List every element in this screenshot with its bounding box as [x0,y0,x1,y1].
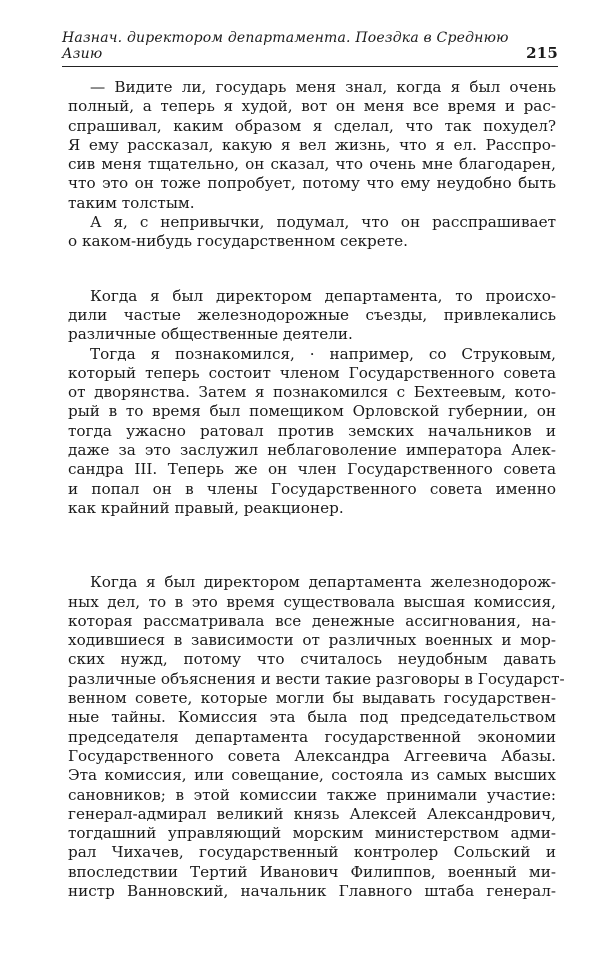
paragraph [68,287,556,345]
text-line: Когда я был директором департамента железнодорож- [90,573,556,592]
text-line: председателя департамента государственной экономии [68,727,556,746]
paragraph [68,213,556,252]
text-line: различные объяснения и вести такие разговоры в Государст- [68,669,565,688]
text-line: ходившиеся в зависимости от различных военных и мор- [68,631,556,650]
text-line: нистр Ванновский, начальник Главного штаба генерал- [68,881,556,900]
text-line: сановников; в этой комиссии также принимали участие: [68,785,556,804]
text-line: дили частые железнодорожные съезды, привлекались [68,305,556,324]
text-body [68,78,565,901]
section-break [68,252,556,287]
text-line: А я, с непривычки, подумал, что он расспрашивает [90,213,556,232]
text-line: Я ему рассказал, какую я вел жизнь, что я ел. Расспро- [68,135,556,154]
text-line: таким толстым. [68,193,195,212]
page-number: 215 [526,44,558,62]
text-line: полный, а теперь я худой, вот он меня все время и рас- [68,97,556,116]
text-line: генерал-адмирал великий князь Алексей Александрович, [68,804,556,823]
text-line: ных дел, то в это время существовала высшая комиссия, [68,592,556,611]
text-line: Государственного совета Александра Аггеевича Абазы. [68,746,556,765]
running-header [62,30,558,67]
text-line: от дворянства. Затем я познакомился с Бехтеевым, кото- [68,383,556,402]
text-line: о каком-нибудь государственном секрете. [68,232,408,251]
text-line: впоследствии Тертий Иванович Филиппов, военный ми- [68,862,556,881]
text-line: и попал он в члены Государственного совета именно [68,479,556,498]
paragraph [68,573,565,901]
text-line: рый в то время был помещиком Орловской губернии, он [68,402,556,421]
text-line: ских нужд, потому что считалось неудобным давать [68,650,556,669]
running-title: Назнач. директором департамента. Поездка в Среднюю Азию [62,30,509,62]
text-line: рал Чихачев, государственный контролер Сольский и [68,843,556,862]
text-line: сив меня тщательно, он сказал, что очень мне благодарен, [68,155,556,174]
text-line: как крайний правый, реакционер. [68,498,344,517]
text-line: различные общественные деятели. [68,325,353,344]
paragraph [68,345,556,519]
text-line: что это он тоже попробует, потому что ему неудобно быть [68,174,556,193]
text-line: тогдашний управляющий морским министерством адми- [68,824,556,843]
text-line: ные тайны. Комиссия эта была под председательством [68,708,556,727]
text-line: спрашивал, каким образом я сделал, что так похудел? [68,116,556,135]
text-line: которая рассматривала все денежные ассигнования, на- [68,611,556,630]
text-line: Тогда я познакомился, · например, со Струковым, [90,344,556,363]
text-line: — Видите ли, государь меня знал, когда я был очень [90,78,556,96]
text-line: Эта комиссия, или совещание, состояла из самых высших [68,766,556,785]
paragraph [68,78,556,213]
text-line: тогда ужасно ратовал против земских начальников и [68,421,556,440]
text-line: сандра III. Теперь же он член Государственного совета [68,460,556,479]
text-line: даже за это заслужил неблаговоление императора Алек- [68,441,556,460]
text-line: который теперь состоит членом Государственного совета [68,363,556,382]
text-line: Когда я был директором департамента, то происхо- [90,286,556,305]
section-break [68,518,556,573]
text-line: венном совете, которые могли бы выдавать государствен- [68,689,556,708]
